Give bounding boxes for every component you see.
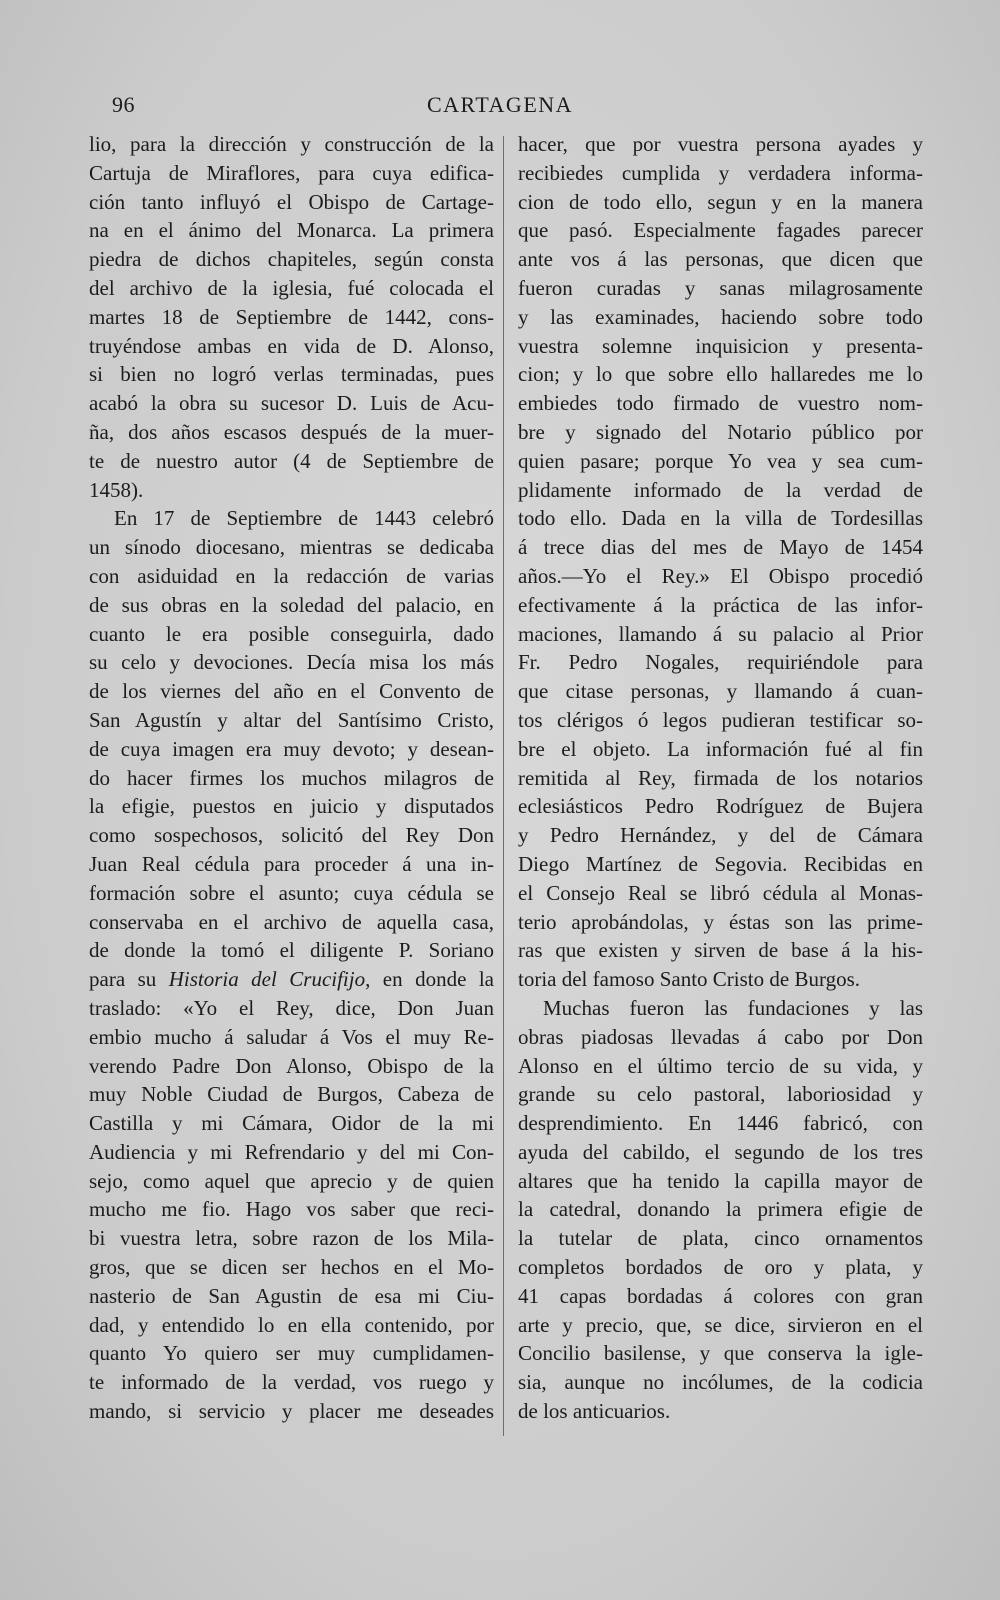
text-line: gros, que se dicen ser hechos en el Mo- xyxy=(89,1255,494,1280)
text-line: mando, si servicio y placer me deseades xyxy=(89,1399,494,1424)
text-line: grande su celo pastoral, laboriosidad y xyxy=(518,1082,923,1107)
text-segment: para su xyxy=(89,967,169,992)
text-line: de sus obras en la soledad del palacio, en xyxy=(89,592,494,617)
text-line: quanto Yo quiero ser muy cumplidamen- xyxy=(89,1341,494,1366)
text-line: conservaba en el archivo de aquella casa, xyxy=(89,909,494,934)
text-line: Juan Real cédula para proceder á una in- xyxy=(89,851,494,876)
text-line: de los viernes del año en el Convento de xyxy=(89,679,494,704)
text-line: te de nuestro autor (4 de Septiembre de xyxy=(89,448,494,473)
column-divider xyxy=(503,136,504,1436)
text-line: martes 18 de Septiembre de 1442, cons- xyxy=(89,304,494,329)
text-line: vuestra solemne inquisicion y presenta- xyxy=(518,333,923,358)
text-line: hacer, que por vuestra persona ayades y xyxy=(518,132,923,156)
text-line: desprendimiento. En 1446 fabricó, con xyxy=(518,1111,923,1136)
text-line: tos clérigos ó legos pudieran testificar so- xyxy=(518,707,923,732)
book-title-italic: Historia del Crucifijo xyxy=(168,967,366,992)
text-line: piedra de dichos chapiteles, según consta xyxy=(89,247,494,272)
text-line: con asiduidad en la redacción de varias xyxy=(89,563,494,588)
right-text-column xyxy=(518,130,923,1426)
text-line: maciones, llamando á su palacio al Prior xyxy=(518,621,923,646)
text-line: la catedral, donando la primera efigie de xyxy=(518,1197,923,1222)
text-line: muy Noble Ciudad de Burgos, Cabeza de xyxy=(89,1082,494,1107)
text-line: dad, y entendido lo en ella contenido, por xyxy=(89,1312,494,1337)
page-number: 96 xyxy=(112,92,135,117)
text-line: toria del famoso Santo Cristo de Burgos. xyxy=(518,967,860,992)
text-line: cion de todo ello, segun y en la manera xyxy=(518,189,923,214)
text-line: Fr. Pedro Nogales, requiriéndole para xyxy=(518,650,923,675)
text-line: traslado: «Yo el Rey, dice, Don Juan xyxy=(89,995,494,1020)
text-line: y Pedro Hernández, y del de Cámara xyxy=(518,823,923,848)
text-line: la tutelar de plata, cinco ornamentos xyxy=(518,1226,923,1251)
text-line: cuanto le era posible conseguirla, dado xyxy=(89,621,494,646)
text-line: Diego Martínez de Segovia. Recibidas en xyxy=(518,851,923,876)
text-line: embio mucho á saludar á Vos el muy Re- xyxy=(89,1024,494,1049)
text-line: obras piadosas llevadas á cabo por Don xyxy=(518,1024,923,1049)
text-line: completos bordados de oro y plata, y xyxy=(518,1255,923,1280)
text-line: á trece dias del mes de Mayo de 1454 xyxy=(518,535,923,560)
text-line: 41 capas bordadas á colores con gran xyxy=(518,1283,923,1308)
text-line: su celo y devociones. Decía misa los más xyxy=(89,650,494,675)
text-line: do hacer firmes los muchos milagros de xyxy=(89,765,494,790)
text-line: del archivo de la iglesia, fué colocada el xyxy=(89,275,494,300)
text-line: 1458). xyxy=(89,477,144,502)
text-line: de cuya imagen era muy devoto; y desean- xyxy=(89,736,494,761)
text-line: bre y signado del Notario público por xyxy=(518,419,923,444)
text-line: nasterio de San Agustin de esa mi Ciu- xyxy=(89,1283,494,1308)
text-line: Cartuja de Miraflores, para cuya edifica- xyxy=(89,160,494,185)
text-line: el Consejo Real se libró cédula al Monas- xyxy=(518,880,923,905)
text-segment: , en donde la xyxy=(365,967,494,992)
text-line: terio aprobándolas, y éstas son las prime- xyxy=(518,909,923,934)
text-line: recibiedes cumplida y verdadera informa- xyxy=(518,160,923,185)
text-line: sejo, como aquel que aprecio y de quien xyxy=(89,1168,494,1193)
text-line xyxy=(89,965,494,994)
text-line: y las examinades, haciendo sobre todo xyxy=(518,304,923,329)
text-line: que citase personas, y llamando á cuan- xyxy=(518,679,923,704)
text-line: En 17 de Septiembre de 1443 celebró xyxy=(114,506,494,531)
text-line: de donde la tomó el diligente P. Soriano xyxy=(89,938,494,963)
text-line: años.—Yo el Rey.» El Obispo procedió xyxy=(518,563,923,588)
text-line: mucho me fio. Hago vos saber que reci- xyxy=(89,1197,494,1222)
text-line: ayuda del cabildo, el segundo de los tres xyxy=(518,1139,923,1164)
text-line: acabó la obra su sucesor D. Luis de Acu- xyxy=(89,391,494,416)
text-line: ña, dos años escasos después de la muer- xyxy=(89,419,494,444)
text-line: Alonso en el último tercio de su vida, y xyxy=(518,1053,923,1078)
text-line: todo ello. Dada en la villa de Tordesillas xyxy=(518,506,923,531)
text-line: eclesiásticos Pedro Rodríguez de Bujera xyxy=(518,794,923,819)
text-line: quien pasare; porque Yo vea y sea cum- xyxy=(518,448,923,473)
text-line: San Agustín y altar del Santísimo Cristo, xyxy=(89,707,494,732)
left-text-column xyxy=(89,130,494,1426)
text-line: verendo Padre Don Alonso, Obispo de la xyxy=(89,1053,494,1078)
text-line: remitida al Rey, firmada de los notarios xyxy=(518,765,923,790)
text-line: Castilla y mi Cámara, Oidor de la mi xyxy=(89,1111,494,1136)
text-line: formación sobre el asunto; cuya cédula se xyxy=(89,880,494,905)
text-line: sia, aunque no incólumes, de la codicia xyxy=(518,1370,923,1395)
text-line: Muchas fueron las fundaciones y las xyxy=(543,995,923,1020)
text-line: cion; y lo que sobre ello hallaredes me lo xyxy=(518,362,923,387)
text-line: bre el objeto. La información fué al fin xyxy=(518,736,923,761)
text-line: ante vos á las personas, que dicen que xyxy=(518,247,923,272)
text-line: lio, para la dirección y construcción de la xyxy=(89,132,494,156)
text-line: te informado de la verdad, vos ruego y xyxy=(89,1370,494,1395)
text-line: como sospechosos, solicitó del Rey Don xyxy=(89,823,494,848)
text-line: truyéndose ambas en vida de D. Alonso, xyxy=(89,333,494,358)
text-line: ras que existen y sirven de base á la his- xyxy=(518,938,923,963)
running-title: CARTAGENA xyxy=(426,92,574,117)
text-line: efectivamente á la práctica de las infor- xyxy=(518,592,923,617)
text-line: plidamente informado de la verdad de xyxy=(518,477,923,502)
text-line: un sínodo diocesano, mientras se dedicaba xyxy=(89,535,494,560)
text-line: na en el ánimo del Monarca. La primera xyxy=(89,218,494,243)
text-line: embiedes todo firmado de vuestro nom- xyxy=(518,391,923,416)
text-line: altares que ha tenido la capilla mayor de xyxy=(518,1168,923,1193)
text-line: si bien no logró verlas terminadas, pues xyxy=(89,362,494,387)
text-line: arte y precio, que, se dice, sirvieron en el xyxy=(518,1312,923,1337)
text-line: la efigie, puestos en juicio y disputados xyxy=(89,794,494,819)
text-line: de los anticuarios. xyxy=(518,1399,671,1424)
text-line: fueron curadas y sanas milagrosamente xyxy=(518,275,923,300)
text-line: bi vuestra letra, sobre razon de los Mila- xyxy=(89,1226,494,1251)
text-line: que pasó. Especialmente fagades parecer xyxy=(518,218,923,243)
text-line: Audiencia y mi Refrendario y del mi Con- xyxy=(89,1139,494,1164)
text-line: Concilio basilense, y que conserva la igle- xyxy=(518,1341,923,1366)
text-line: ción tanto influyó el Obispo de Cartage- xyxy=(89,189,494,214)
